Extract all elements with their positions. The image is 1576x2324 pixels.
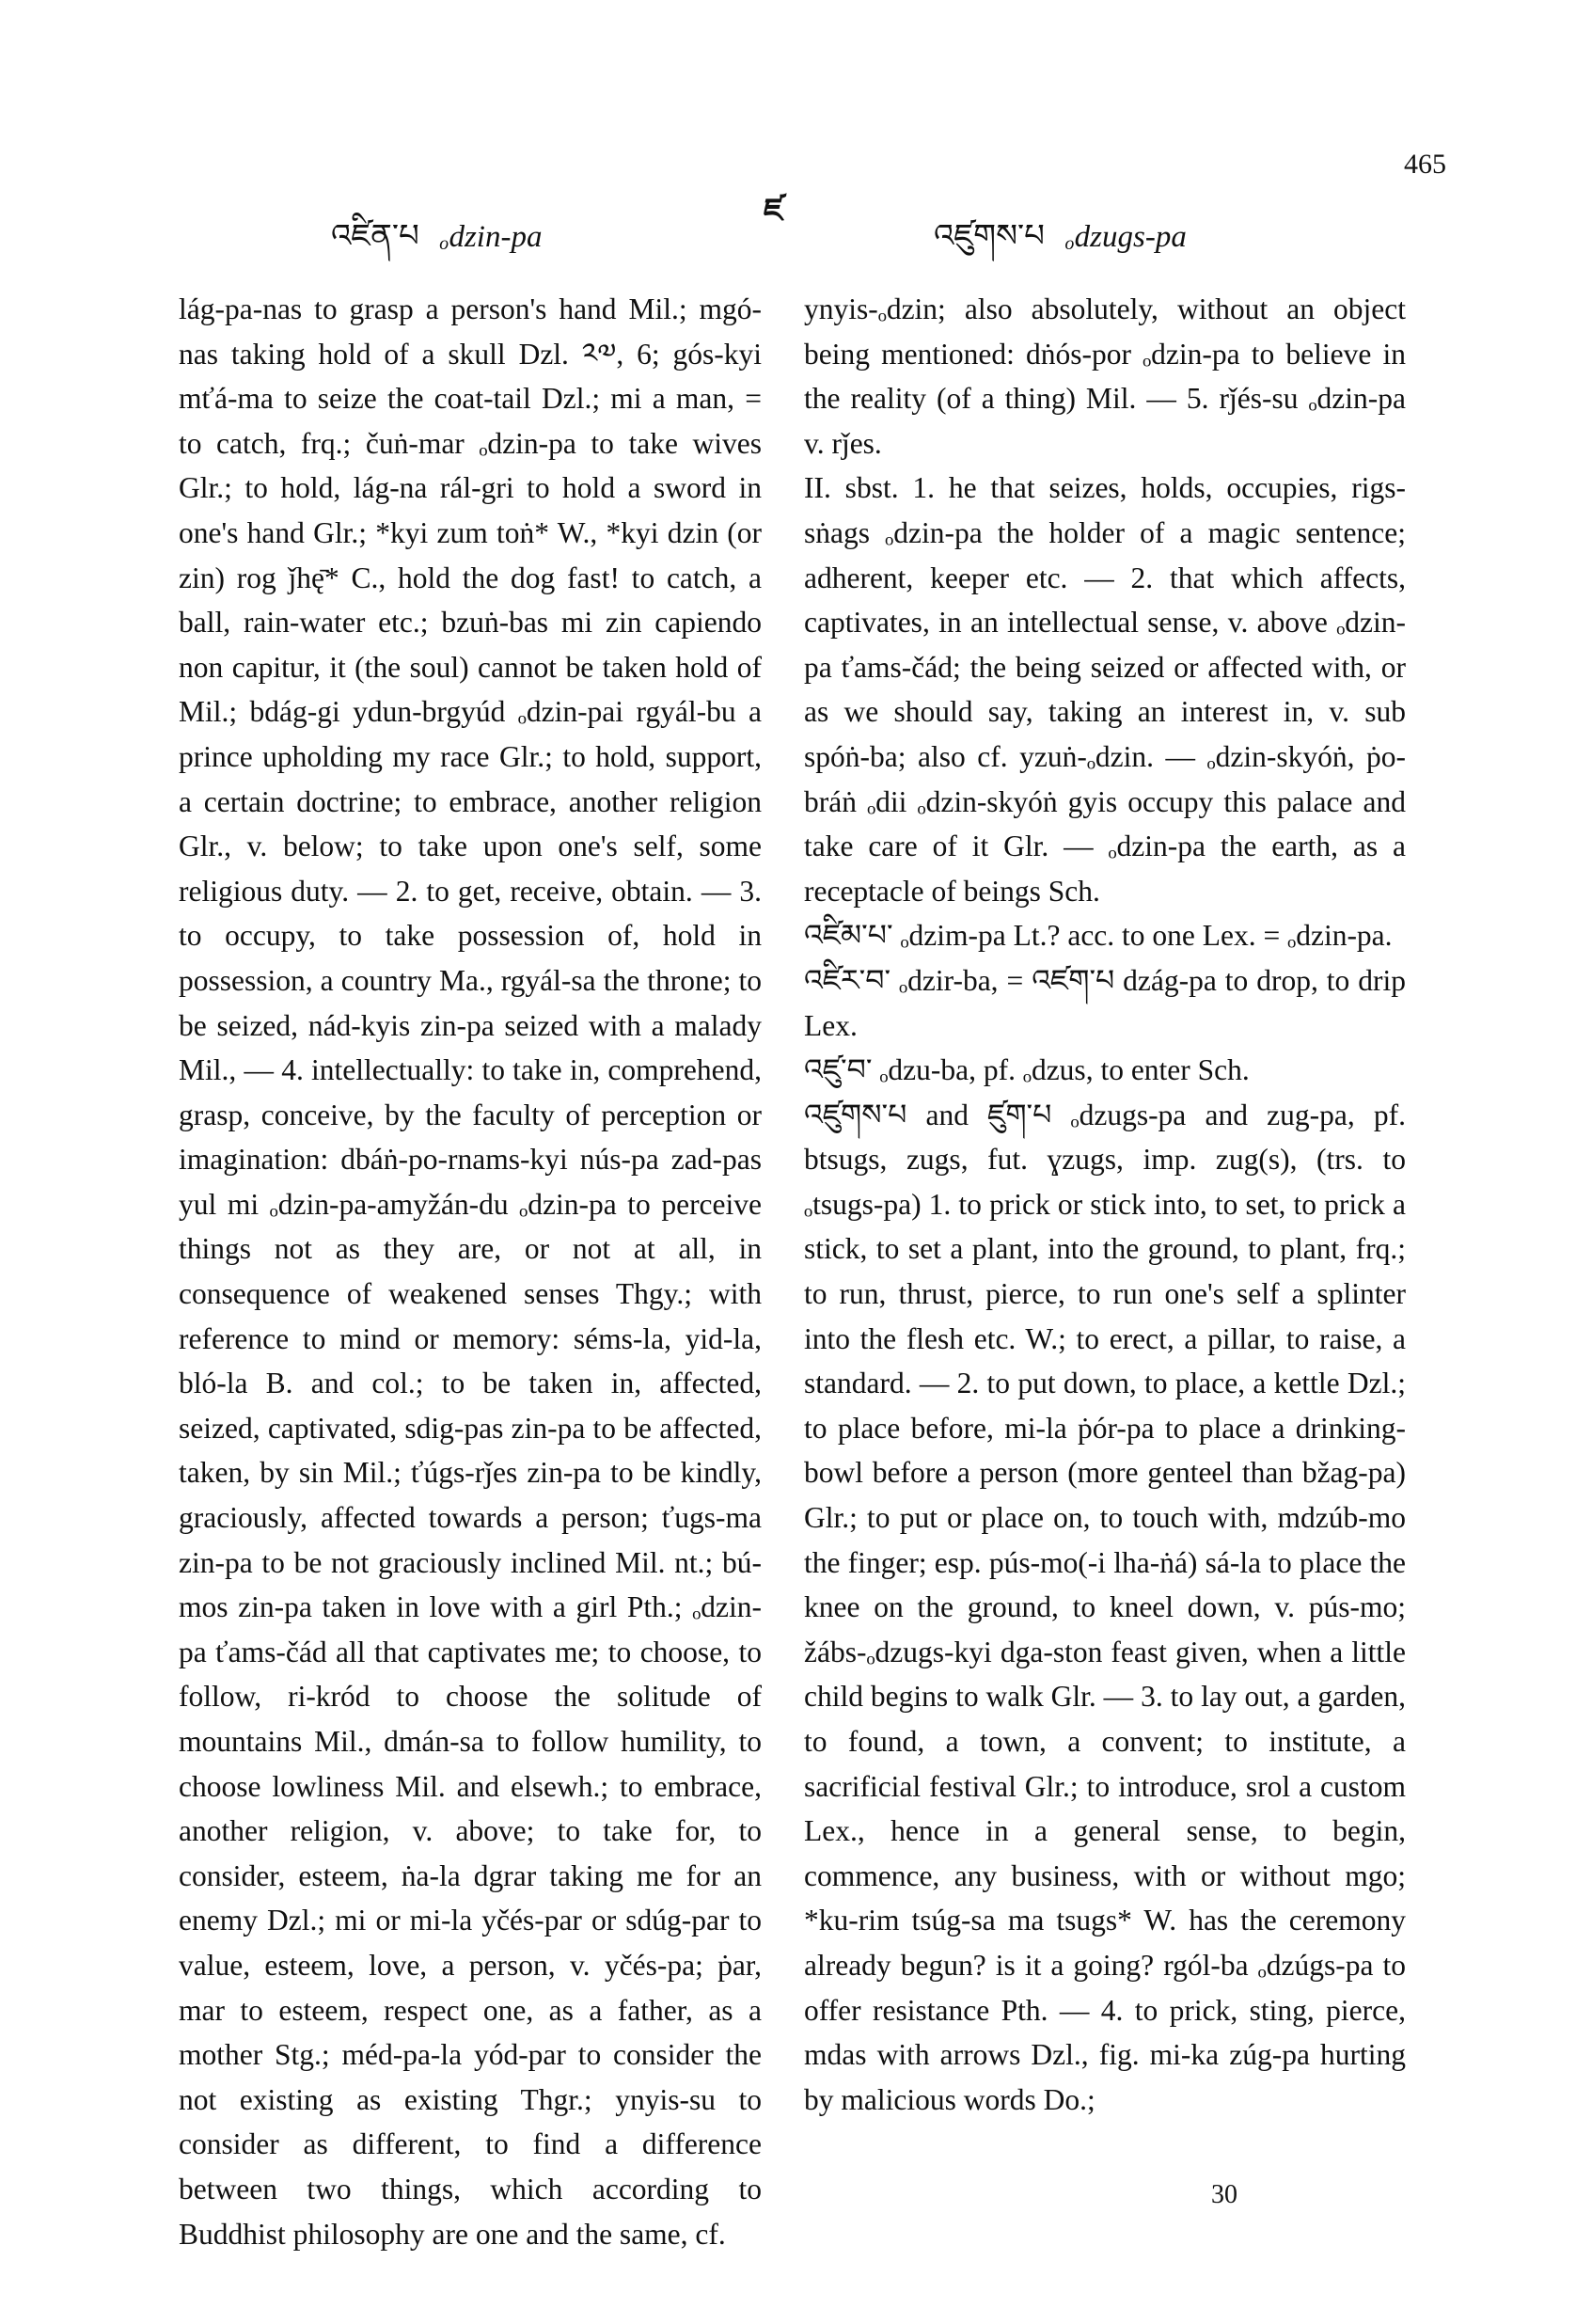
- left-column: [179, 287, 762, 2256]
- page-number: 465: [1404, 149, 1446, 180]
- entry-paragraph: འཛིར་བ་ ₒdzir-ba, = འཛག་པ dzág-pa to drop, to drip Lex.: [804, 963, 1406, 1042]
- running-head-right-roman: ₒdzugs-pa: [1065, 220, 1187, 254]
- running-head-left: [331, 199, 542, 290]
- entry-paragraph: II. sbst. 1. he that seizes, holds, occupies, rigs-sṅags ₒdzin-pa the holder of a magic sentence; adherent, keeper etc. — 2. that which affects, captivates, in an intellectual sense, v. above ₒdzin-pa ťams-čád; the being seized or affected with, or as we should say, taking an interest in, v. sub spóṅ-ba; also cf. yzuṅ-ₒdzin. — ₒdzin-skyóṅ, ṗo-bráṅ ₒdii ₒdzin-skyóṅ gyis occupy this palace and take care of it Glr. — ₒdzin-pa the earth, as a receptacle of beings Sch.: [804, 471, 1406, 908]
- entry-paragraph: འཛུ་བ་ ₒdzu-ba, pf. ₒdzus, to enter Sch.: [804, 1053, 1250, 1087]
- right-column: [804, 287, 1406, 2122]
- running-head-left-roman: ₒdzin-pa: [440, 220, 543, 254]
- running-head-right-tibetan: འཛུགས་པ: [934, 217, 1045, 255]
- signature-mark: 30: [1211, 2180, 1237, 2209]
- running-head-left-tibetan: འཛིན་པ: [331, 217, 419, 255]
- entry-paragraph: འཛིམ་པ་ ₒdzim-pa Lt.? acc. to one Lex. = ₒdzin-pa.: [804, 919, 1393, 953]
- entry-paragraph: ynyis-ₒdzin; also absolutely, without an object being mentioned: dṅós-por ₒdzin-pa to believe in the reality (of a thing) Mil. — 5. rǰés-su ₒdzin-pa v. rǰes.: [804, 292, 1406, 460]
- entry-paragraph: lág-pa-nas to grasp a person's hand Mil.; mgó-nas taking hold of a skull Dzl. ༢༧, 6; gós-kyi mťá-ma to seize the coat-tail Dzl.; mi a man, = to catch, frq.; čuṅ-mar ₒdzin-pa to take wives Glr.; to hold, lág-na rál-gri to hold a sword in one's hand Glr.; *kyi zum toṅ* W., *kyi dzin (or zin) rog ǰhę̄* C., hold the dog fast! to catch, a ball, rain-water etc.; bzuṅ-bas mi zin capiendo non capitur, it (the soul) cannot be taken hold of Mil.; bdág-gi ydun-brgyúd ₒdzin-pai rgyál-bu a prince upholding my race Glr.; to hold, support, a certain doctrine; to embrace, another religion Glr., v. below; to take upon one's self, some religious duty. — 2. to get, receive, obtain. — 3. to occupy, to take possession of, hold in possession, a country Ma., rgyál-sa the throne; to be seized, nád-kyis zin-pa seized with a malady Mil., — 4. intellectually: to take in, comprehend, grasp, conceive, by the faculty of perception or imagination: dbáṅ-po-rnams-kyi nús-pa zad-pas yul mi ₒdzin-pa-amyžán-du ₒdzin-pa to perceive things not as they are, or not at all, in consequence of weakened senses Thgy.; with reference to mind or memory: séms-la, yid-la, bló-la B. and col.; to be taken in, affected, seized, captivated, sdig-pas zin-pa to be affected, taken, by sin Mil.; ťúgs-rǰes zin-pa to be kindly, graciously, affected towards a person; ťugs-ma zin-pa to be not graciously inclined Mil. nt.; bú-mos zin-pa taken in love with a girl Pth.; ₒdzin-pa ťams-čád all that captivates me; to choose, to follow, ri-kród to choose the solitude of mountains Mil., dmán-sa to follow humility, to choose lowliness Mil. and elsewh.; to embrace, another religion, v. above; to take for, to consider, esteem, ṅa-la dgrar taking me for an enemy Dzl.; mi or mi-la yčés-par or sdúg-par to value, esteem, love, a person, v. yčés-pa; ṗar, mar to esteem, respect one, as a father, as a mother Stg.; méd-pa-la yód-par to consider the not existing as existing Thgr.; ynyis-su to consider as different, to find a difference between two things, which according to Buddhist philosophy are one and the same, cf.: [179, 292, 762, 2251]
- entry-paragraph: འཛུགས་པ and ཛུག་པ ₒdzugs-pa and zug-pa, pf. btsugs, zugs, fut. ɣzugs, imp. zug(s), (trs. to ₒtsugs-pa) 1. to prick or stick into, to set, to prick a stick, to set a plant, into the ground, to plant, frq.; to run, thrust, pierce, to run one's self a splinter into the flesh etc. W.; to erect, a pillar, to raise, a standard. — 2. to put down, to place, a kettle Dzl.; to place before, mi-la ṗór-pa to place a drinking-bowl before a person (more genteel than bžag-pa) Glr.; to put or place on, to touch with, mdzúb-mo the finger; esp. pús-mo(-i lha-ṅá) sá-la to place the knee on the ground, to kneel down, v. pús-mo; žábs-ₒdzugs-kyi dga-ston feast given, when a little child begins to walk Glr. — 3. to lay out, a garden, to found, a town, a convent; to institute, a sacrificial festival Glr.; to introduce, srol a custom Lex., hence in a general sense, to begin, commence, any business, with or without mgo; *ku-rim tsúg-sa ma tsugs* W. has the ceremony already begun? is it a going? rgól-ba ₒdzúgs-pa to offer resistance Pth. — 4. to prick, sting, pierce, mdas with arrows Dzl., fig. mi-ka zúg-pa hurting by malicious words Do.;: [804, 1098, 1406, 2116]
- running-head-right: [934, 199, 1187, 290]
- folio-letter: ཛ: [764, 194, 783, 229]
